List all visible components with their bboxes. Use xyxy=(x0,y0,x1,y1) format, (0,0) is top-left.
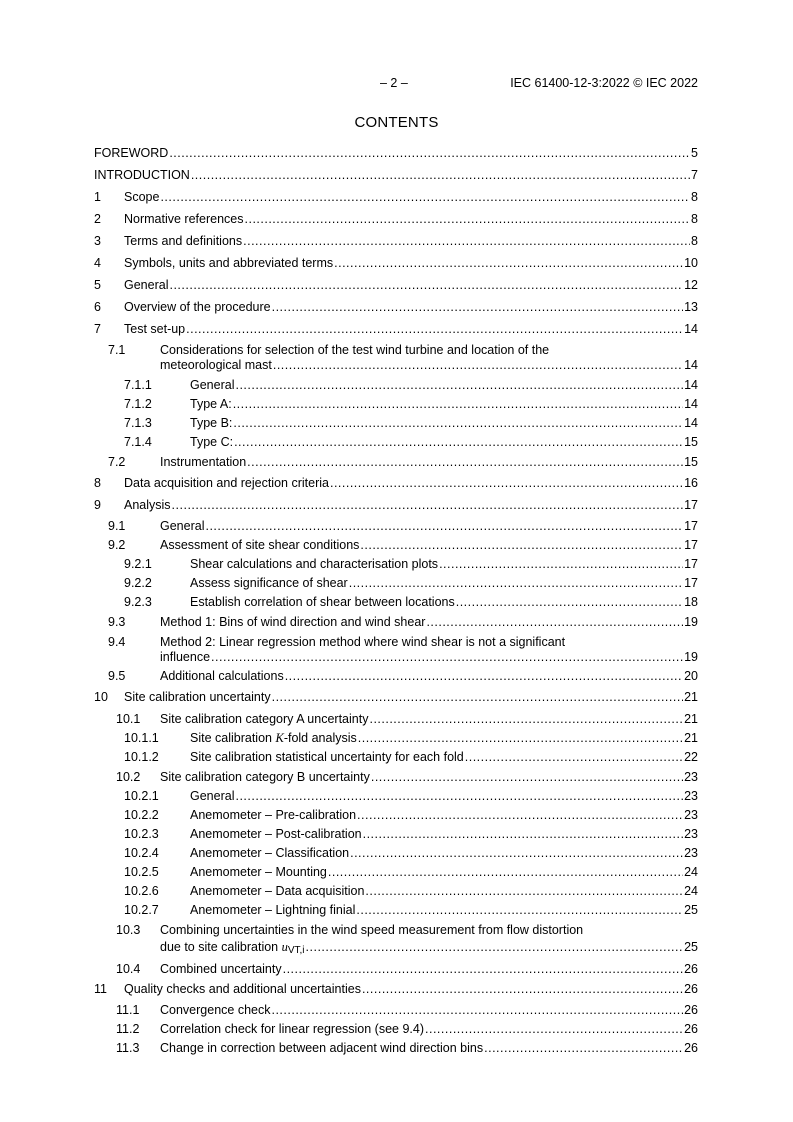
toc-entry-title: Site calibration statistical uncertainty for each fold xyxy=(190,750,464,764)
toc-entry-10[interactable] xyxy=(94,690,698,705)
toc-entry-number: 9.4 xyxy=(108,635,126,649)
dot-leader xyxy=(247,455,683,470)
toc-entry-page: 21 xyxy=(684,690,698,704)
toc-entry-title: INTRODUCTION xyxy=(94,168,190,182)
toc-entry-title: Change in correction between adjacent wind direction bins xyxy=(160,1041,484,1055)
toc-entry-10-4[interactable] xyxy=(94,962,698,977)
dot-leader xyxy=(283,962,683,977)
dot-leader xyxy=(245,212,691,227)
toc-entry-page: 23 xyxy=(684,846,698,860)
toc-entry-title: Data acquisition and rejection criteria xyxy=(124,476,329,490)
toc-entry-number: 7.2 xyxy=(108,455,126,469)
dot-leader xyxy=(349,576,683,591)
toc-entry-page: 22 xyxy=(684,750,698,764)
toc-entry-number: 7 xyxy=(94,322,101,336)
toc-entry-title: Quality checks and additional uncertainties xyxy=(124,982,361,996)
toc-entry-title: Anemometer – Data acquisition xyxy=(190,884,365,898)
dot-leader xyxy=(169,278,683,293)
toc-entry-page: 17 xyxy=(684,498,698,512)
toc-entry-title xyxy=(190,731,357,746)
dot-leader xyxy=(271,1003,683,1018)
toc-entry-page: 10 xyxy=(684,256,698,270)
toc-entry-4[interactable] xyxy=(94,256,698,271)
toc-entry-number: 11 xyxy=(94,982,107,996)
toc-entry-title: Additional calculations xyxy=(160,669,284,683)
dot-leader xyxy=(191,168,690,183)
toc-entry-10-3[interactable] xyxy=(94,923,698,957)
toc-entry-page: 26 xyxy=(684,982,698,996)
toc-entry-11-3[interactable] xyxy=(94,1041,698,1056)
dot-leader xyxy=(272,300,683,315)
title-part: -fold analysis xyxy=(283,731,357,745)
dot-leader xyxy=(234,435,683,450)
toc-entry-11-2[interactable] xyxy=(94,1022,698,1037)
toc-entry-9-3[interactable] xyxy=(94,615,698,630)
toc-entry-page: 16 xyxy=(684,476,698,490)
dot-leader xyxy=(205,519,683,534)
toc-entry-title: Method 1: Bins of wind direction and wind shear xyxy=(160,615,426,629)
toc-entry-number: 10.2.2 xyxy=(124,808,159,822)
dot-leader xyxy=(363,827,683,842)
italic-symbol-u: u xyxy=(281,940,288,954)
toc-entry-number: 10.1.2 xyxy=(124,750,159,764)
dot-leader xyxy=(273,358,683,373)
toc-entry-title: Combined uncertainty xyxy=(160,962,282,976)
toc-entry-page: 26 xyxy=(684,962,698,976)
toc-entry-title: Type B: xyxy=(190,416,233,430)
toc-entry-page: 15 xyxy=(684,455,698,469)
dot-leader xyxy=(465,750,683,765)
toc-entry-7-1-2[interactable] xyxy=(94,397,698,412)
dot-leader xyxy=(330,476,683,491)
toc-entry-page: 26 xyxy=(684,1003,698,1017)
toc-entry-page: 7 xyxy=(691,168,698,182)
dot-leader xyxy=(334,256,683,271)
toc-entry-title: Anemometer – Classification xyxy=(190,846,350,860)
toc-entry-title: Anemometer – Pre-calibration xyxy=(190,808,357,822)
toc-entry-page: 23 xyxy=(684,827,698,841)
toc-entry-number: 7.1.3 xyxy=(124,416,152,430)
toc-entry-page: 23 xyxy=(684,808,698,822)
toc-entry-number: 11.3 xyxy=(116,1041,140,1055)
toc-entry-title: Correlation check for linear regression (see 9.4) xyxy=(160,1022,425,1036)
toc-entry-page: 12 xyxy=(684,278,698,292)
toc-entry-title: Establish correlation of shear between locations xyxy=(190,595,455,609)
toc-entry-number: 10.1 xyxy=(116,712,141,726)
toc-entry-page: 8 xyxy=(691,212,698,226)
toc-entry-10-2-4[interactable] xyxy=(94,846,698,861)
italic-symbol-k: K xyxy=(275,731,284,745)
dot-leader xyxy=(235,378,683,393)
toc-entry-page: 14 xyxy=(684,397,698,411)
dot-leader xyxy=(439,557,683,572)
toc-entry-page: 17 xyxy=(684,538,698,552)
toc-entry-title: Overview of the procedure xyxy=(124,300,271,314)
dot-leader xyxy=(357,808,683,823)
toc-entry-number: 10.2.7 xyxy=(124,903,159,917)
toc-entry-page: 17 xyxy=(684,557,698,571)
toc-entry-7-1-1[interactable] xyxy=(94,378,698,393)
toc-entry-page: 23 xyxy=(684,789,698,803)
toc-entry-title: Normative references xyxy=(124,212,244,226)
dot-leader xyxy=(350,846,683,861)
dot-leader xyxy=(456,595,683,610)
toc-entry-page: 13 xyxy=(684,300,698,314)
toc-entry-number: 10 xyxy=(94,690,108,704)
toc-entry-title: Anemometer – Post-calibration xyxy=(190,827,362,841)
toc-entry-title: Combining uncertainties in the wind speed measurement from flow distortion xyxy=(160,923,584,937)
toc-entry-number: 10.2.4 xyxy=(124,846,159,860)
toc-entry-title: Considerations for selection of the test wind turbine and location of the xyxy=(160,343,550,357)
toc-entry-number: 10.1.1 xyxy=(124,731,159,745)
toc-entry-title: Instrumentation xyxy=(160,455,247,469)
toc-entry-page: 19 xyxy=(684,650,698,664)
dot-leader xyxy=(233,397,683,412)
toc-entry-number: 9 xyxy=(94,498,101,512)
dot-leader xyxy=(233,416,683,431)
toc-entry-title: Type C: xyxy=(190,435,234,449)
dot-leader xyxy=(186,322,683,337)
toc-entry-title-continued: meteorological mast xyxy=(160,358,272,372)
toc-entry-title: Test set-up xyxy=(124,322,186,336)
toc-entry-number: 4 xyxy=(94,256,101,270)
toc-entry-number: 9.5 xyxy=(108,669,126,683)
page-number: – 2 – xyxy=(380,76,408,90)
toc-entry-page: 5 xyxy=(691,146,698,160)
toc-entry-number: 9.2 xyxy=(108,538,126,552)
toc-entry-page: 15 xyxy=(684,435,698,449)
toc-entry-7-2[interactable] xyxy=(94,455,698,470)
toc-entry-number: 10.2.5 xyxy=(124,865,159,879)
toc-entry-9-2-1[interactable] xyxy=(94,557,698,572)
toc-entry-title: Type A: xyxy=(190,397,232,411)
toc-entry-title: Anemometer – Lightning finial xyxy=(190,903,356,917)
toc-entry-page: 25 xyxy=(684,940,698,954)
toc-entry-page: 17 xyxy=(684,576,698,590)
title-part: due to site calibration xyxy=(160,940,282,954)
toc-entry-number: 10.3 xyxy=(116,923,141,937)
toc-entry-title: General xyxy=(160,519,205,533)
toc-entry-1[interactable] xyxy=(94,190,698,205)
dot-leader xyxy=(306,938,684,960)
toc-entry-page: 24 xyxy=(684,865,698,879)
dot-leader xyxy=(285,669,683,684)
toc-entry-10-2-1[interactable] xyxy=(94,789,698,804)
toc-entry-number: 9.2.3 xyxy=(124,595,152,609)
toc-entry-number: 10.2.3 xyxy=(124,827,159,841)
toc-entry-title: Assessment of site shear conditions xyxy=(160,538,360,552)
toc-entry-title: Method 2: Linear regression method where wind shear is not a significant xyxy=(160,635,566,649)
subscript-vt-i: VT,i xyxy=(287,945,305,956)
toc-entry-number: 7.1.4 xyxy=(124,435,152,449)
toc-entry-number: 9.2.1 xyxy=(124,557,152,571)
dot-leader xyxy=(356,903,683,918)
toc-entry-page: 14 xyxy=(684,358,698,372)
toc-entry-page: 17 xyxy=(684,519,698,533)
dot-leader xyxy=(169,146,690,161)
toc-entry-9-1[interactable] xyxy=(94,519,698,534)
dot-leader xyxy=(172,498,684,513)
toc-entry-7-1-4[interactable] xyxy=(94,435,698,450)
toc-entry-10-1-2[interactable] xyxy=(94,750,698,765)
toc-entry-title: Analysis xyxy=(124,498,171,512)
toc-entry-title: Scope xyxy=(124,190,160,204)
toc-entry-number: 9.1 xyxy=(108,519,126,533)
toc-entry-10-2-6[interactable] xyxy=(94,884,698,899)
toc-entry-title: Terms and definitions xyxy=(124,234,243,248)
toc-entry-9-2[interactable] xyxy=(94,538,698,553)
dot-leader xyxy=(360,538,683,553)
toc-entry-page: 21 xyxy=(684,712,698,726)
toc-entry-8[interactable] xyxy=(94,476,698,491)
toc-entry-9-2-2[interactable] xyxy=(94,576,698,591)
toc-entry-number: 11.1 xyxy=(116,1003,140,1017)
page-header xyxy=(0,76,793,94)
title-part: Site calibration xyxy=(190,731,276,745)
dot-leader xyxy=(235,789,683,804)
toc-entry-number: 11.2 xyxy=(116,1022,140,1036)
toc-entry-number: 7.1.1 xyxy=(124,378,152,392)
toc-entry-page: 14 xyxy=(684,322,698,336)
toc-entry-title: General xyxy=(124,278,169,292)
toc-entry-5[interactable] xyxy=(94,278,698,293)
toc-entry-title: General xyxy=(190,378,235,392)
toc-entry-page: 24 xyxy=(684,884,698,898)
toc-entry-title: FOREWORD xyxy=(94,146,169,160)
toc-entry-title: General xyxy=(190,789,235,803)
toc-entry-title: Symbols, units and abbreviated terms xyxy=(124,256,334,270)
toc-entry-page: 8 xyxy=(691,234,698,248)
dot-leader xyxy=(365,884,683,899)
toc-entry-page: 14 xyxy=(684,378,698,392)
toc-entry-number: 8 xyxy=(94,476,101,490)
contents-title: CONTENTS xyxy=(354,114,439,131)
toc-entry-page: 26 xyxy=(684,1041,698,1055)
toc-entry-page: 21 xyxy=(684,731,698,745)
toc-entry-number: 9.3 xyxy=(108,615,126,629)
toc-entry-page: 8 xyxy=(691,190,698,204)
dot-leader xyxy=(362,982,683,997)
toc-entry-9-5[interactable] xyxy=(94,669,698,684)
dot-leader xyxy=(160,190,690,205)
toc-entry-10-1[interactable] xyxy=(94,712,698,727)
toc-entry-title: Site calibration category A uncertainty xyxy=(160,712,369,726)
toc-entry-9-2-3[interactable] xyxy=(94,595,698,610)
toc-entry-10-2-7[interactable] xyxy=(94,903,698,918)
toc-entry-title: Site calibration category B uncertainty xyxy=(160,770,370,784)
toc-entry-10-2-3[interactable] xyxy=(94,827,698,842)
toc-entry-6[interactable] xyxy=(94,300,698,315)
dot-leader xyxy=(371,770,683,785)
toc-entry-title: Assess significance of shear xyxy=(190,576,348,590)
toc-entry-number: 7.1 xyxy=(108,343,126,357)
dot-leader xyxy=(426,615,683,630)
toc-entry-10-2-5[interactable] xyxy=(94,865,698,880)
toc-entry-foreword[interactable] xyxy=(94,146,698,161)
toc-entry-3[interactable] xyxy=(94,234,698,249)
toc-entry-page: 19 xyxy=(684,615,698,629)
toc-entry-7[interactable] xyxy=(94,322,698,337)
toc-entry-number: 2 xyxy=(94,212,101,226)
dot-leader xyxy=(211,650,683,665)
toc-entry-title-continued xyxy=(160,938,305,960)
dot-leader xyxy=(243,234,690,249)
toc-entry-number: 10.4 xyxy=(116,962,141,976)
toc-entry-7-1-3[interactable] xyxy=(94,416,698,431)
document-id: IEC 61400-12-3:2022 © IEC 2022 xyxy=(510,76,698,90)
toc-entry-title: Shear calculations and characterisation plots xyxy=(190,557,439,571)
dot-leader xyxy=(369,712,683,727)
toc-entry-9[interactable] xyxy=(94,498,698,513)
toc-entry-number: 10.2.1 xyxy=(124,789,159,803)
toc-entry-11-1[interactable] xyxy=(94,1003,698,1018)
toc-entry-page: 23 xyxy=(684,770,698,784)
toc-entry-title: Site calibration uncertainty xyxy=(124,690,271,704)
toc-entry-title-continued: influence xyxy=(160,650,211,664)
toc-entry-number: 9.2.2 xyxy=(124,576,152,590)
dot-leader xyxy=(272,690,683,705)
toc-entry-title: Anemometer – Mounting xyxy=(190,865,327,879)
toc-entry-10-2[interactable] xyxy=(94,770,698,785)
toc-entry-introduction[interactable] xyxy=(94,168,698,183)
toc-entry-10-2-2[interactable] xyxy=(94,808,698,823)
toc-entry-number: 10.2.6 xyxy=(124,884,159,898)
dot-leader xyxy=(484,1041,683,1056)
toc-entry-page: 18 xyxy=(684,595,698,609)
toc-entry-page: 20 xyxy=(684,669,698,683)
toc-entry-number: 3 xyxy=(94,234,101,248)
toc-entry-2[interactable] xyxy=(94,212,698,227)
toc-entry-number: 1 xyxy=(94,190,101,204)
toc-entry-page: 14 xyxy=(684,416,698,430)
dot-leader xyxy=(328,865,683,880)
toc-entry-page: 26 xyxy=(684,1022,698,1036)
toc-entry-7-1[interactable] xyxy=(94,343,698,373)
toc-entry-11[interactable] xyxy=(94,982,698,997)
toc-entry-title: Convergence check xyxy=(160,1003,271,1017)
toc-entry-number: 10.2 xyxy=(116,770,141,784)
toc-entry-10-1-1[interactable] xyxy=(94,731,698,746)
dot-leader xyxy=(425,1022,683,1037)
toc-entry-number: 7.1.2 xyxy=(124,397,152,411)
toc-entry-number: 5 xyxy=(94,278,101,292)
toc-entry-page: 25 xyxy=(684,903,698,917)
dot-leader xyxy=(358,731,683,746)
toc-entry-9-4[interactable] xyxy=(94,635,698,665)
toc-entry-number: 6 xyxy=(94,300,101,314)
